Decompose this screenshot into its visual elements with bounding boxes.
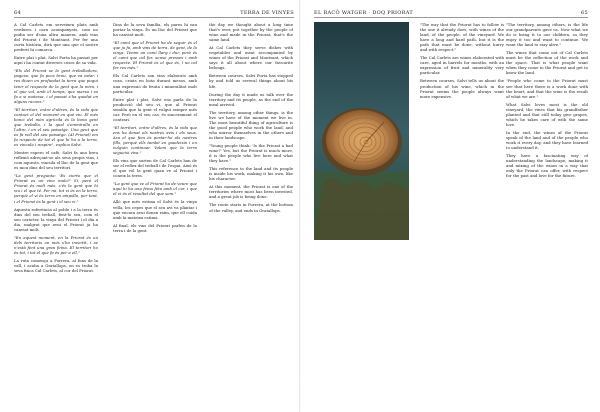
left-page-header [14,10,294,16]
paragraph: The Cal Carlets are wines elaborated with care, aged in barrels for months, with an expression of fruit and minerality very particular. [420,55,504,76]
paragraph: They have a fascinating way of understanding the landscape, making it and mixing of the wines in a way that only the Priorat can offer, with respect for the past and love for the future. [506,153,588,179]
paragraph: "En aquest moment, en la Priorat és un dels territoris on més s'ha invertit, i se n'està fent una gran feina. El territori ho és tot, i tot el que fa és per a ell." [14,234,98,255]
text-column-1 [14,22,98,406]
paragraph: Els vins que surten de Cal Carlets han de ser el reflex del treball i de l'espai. Això és el que vol la gent quan ve al Priorat i coneix la terra. [113,158,197,179]
paragraph: Entre plat i plat, Salvi Porta ha passat per aquí i ha contat diverses coses de sa vida. [14,55,98,66]
right-page-header [314,10,588,16]
right-header-rule [314,17,588,18]
left-page-number: 64 [14,10,21,16]
paragraph: "La gent pregunta: 'Es cierto que el Priorat es un vino malo?' Sí, però el Priorat és molt més, s'és la gent que hi viu i el que té. Per mi, tot vi és en la terra, perquè el vi és terra en ampolla, per tant, i el Priorat és la gent i el seu vi." [14,173,98,204]
paragraph: The wines that come out of Cal Carlets must be the reflection of the work and the space. That is what people want when they come to the Priorat and get to know the land. [506,50,588,76]
tree-trunk-rings-photo [314,22,409,240]
paragraph: "The way that the Priorat has to follow is the one it already does, with wines of the land, of the people, of the vineyard. We have a long and hard path, but it is the path that must be done, without hurry and with respect." [420,22,504,53]
text-column-3 [209,22,293,406]
paragraph: Entre plat i plat, Salvi ens parla de la producció del seu vi, que al Priorat sembla que la gent el vulgui sempre més car. Però en el seu cas, és sincerament el contrari. [113,96,197,122]
paragraph: "El territori, entre d'altres, és la vida que ens ha donat els nostres avis i els seus. Ara el que fem és portar-ho als nostres fills, perquè ells també en gaudeixin i en vulguin continuar. Volem que la terra segueixi viva." [113,124,197,156]
paragraph: A Cal Carlets em serveixen plats amb verdures i carn acompanyats, com no podia ser d'una altra manera, amb vins del Priorat i de Montsant. Per fer una curta història, dirà que una que el nostre preferit hi comarca. [14,22,98,53]
text-column-2 [113,22,197,406]
text-column-6 [506,22,588,406]
left-header-rule [14,17,294,18]
paragraph: "La gent que ve al Priorat ha de veure que aquí hi ha una feina feta amb el cor, i que el vi és el resultat del que som." [113,181,197,197]
paragraph: "The territory, among others, is the life our grandparents gave us. Now what we do is bring it to our children, so they enjoy it too and want to continue. We want the land to stay alive." [506,22,588,48]
text-column-5 [420,22,504,182]
paragraph: The territory, among other things, is the live we have of the moment we live in. The most beautiful thing of agriculture is the good people who work the land, and who mirror themselves in the others and in their landscape. [209,109,293,140]
right-page-number: 65 [581,10,588,16]
page-gutter [299,0,301,412]
paragraph: "Young people think: 'Is the Priorat a bad wine?' Yes, but the Priorat is much more, it is the people who live here and what they have." [209,142,293,164]
paragraph: This reference to the land and its people is inside his work, making it his own, like his character. [209,166,293,182]
paragraph: "Els del Priorat se la gent treballadora, pagesa, que fa pocs brou, que va estar, i res diuen en profundat la terra que pugui tenir el respecte de la gent que la mira, i el que vol, amb el temps, que marxa i es fa a si mateixa, i el passat s'ha quedat en alguns racons." [14,68,98,104]
paragraph: What Salvi loves most is the old vineyard, the vines that his grandfather planted and that still today give grapes, which he takes care of with the same love. [506,101,588,127]
paragraph: Allò que més estima el Salvi és la vinya vella, les cepes que el seu avi va plantar i que encara avui donen raïm, que ell cuida amb la mateixa estima. [113,199,197,220]
paragraph: the day we thought about a long time that's ever, put together by the people of wine and made in the Priorat, that's the same land. [209,22,293,43]
paragraph: La ruta comença a Porrera, al fons de la vall, i acaba a Gratallops, on es troba la seva finca Cal Carlets, al cor del Priorat. [14,257,98,274]
paragraph: During the day it made us talk over the territory and its people, as the end of the meal arrived. [209,91,293,107]
paragraph: "People who come to the Priorat must see that here there is a work done with the heart, and that the wine is the result of what we are." [506,78,588,99]
paragraph: Between courses, Salvi tells us about the production of his wine, which in the Priorat seems the people always want more expensive. [420,78,504,99]
paragraph: In the end, the wines of the Priorat speak of the land and of the people who work it every day, and they have learned to understand it. [506,129,588,151]
paragraph: Al final, els vins del Priorat parlen de la terra i de la gent. [113,222,197,233]
paragraph: Aquesta referència al poble i a la terra és dins del seu treball, fent-lo seu, com el seu caràcter, la vinya del Priorat i el dia a dia, malgrat que avui el Priorat ja ha canviat molt. [14,206,98,232]
paragraph: Els Cal Carlets son vins elaborats amb cura, criats en bota durant mesos, amb una expressió de fruita i mineralitat molt particular. [113,73,197,94]
paragraph: Dins de la seva família, els pares hi van portar la vinya. És un lloc del Priorat que ha canviat molt. [113,22,197,38]
paragraph: Between courses, Salvi Porta has stopped by and told us several things about his life. [209,73,293,89]
paragraph: The route starts in Porrera, at the bottom of the valley, and ends in Gratallops. [209,202,293,213]
right-section-title: EL RACÓ WATGER · DOQ PRIORAT [314,10,414,16]
paragraph: "El camí que el Priorat ha de seguir és el que ja fa, amb vins de terra, de gent, de la vinya. Tenim un camí llarg i dur, però és el camí que cal fer, sense presses i amb respecte. El Priorat és el que és, i no cal fer res més." [113,40,197,71]
paragraph: "El territori, entre d'altres, és la vida que contact el del moment en què viu. El més bonic del món agrícola és la bona gent que treballa, i la qual s'emmiralla en l'altre, i en el seu paisatge. Una gent que es fa vell del seu paisatge. (Al Priorat) em fa respecte de tot el que hi ha a la terra, es vincula i respira", explica Salvi. [14,106,98,148]
left-section-title: TERRA DE VINYES [240,10,294,16]
paragraph: At Cal Carlets they serve dishes with vegetables and meat accompanied by wines of the Priorat and Montsant, which says it all about where our favourite belongs. [209,45,293,71]
paragraph: At this moment, the Priorat is one of the territories where most has been invested, and a great job is being done. [209,184,293,200]
paragraph: Mentre espero el cafè, Salvi fa una breu reflexió adreçant-se als seus propis vins, i com aquests, vincula el lloc de la gent que es mou dins del seu territori. [14,150,98,171]
